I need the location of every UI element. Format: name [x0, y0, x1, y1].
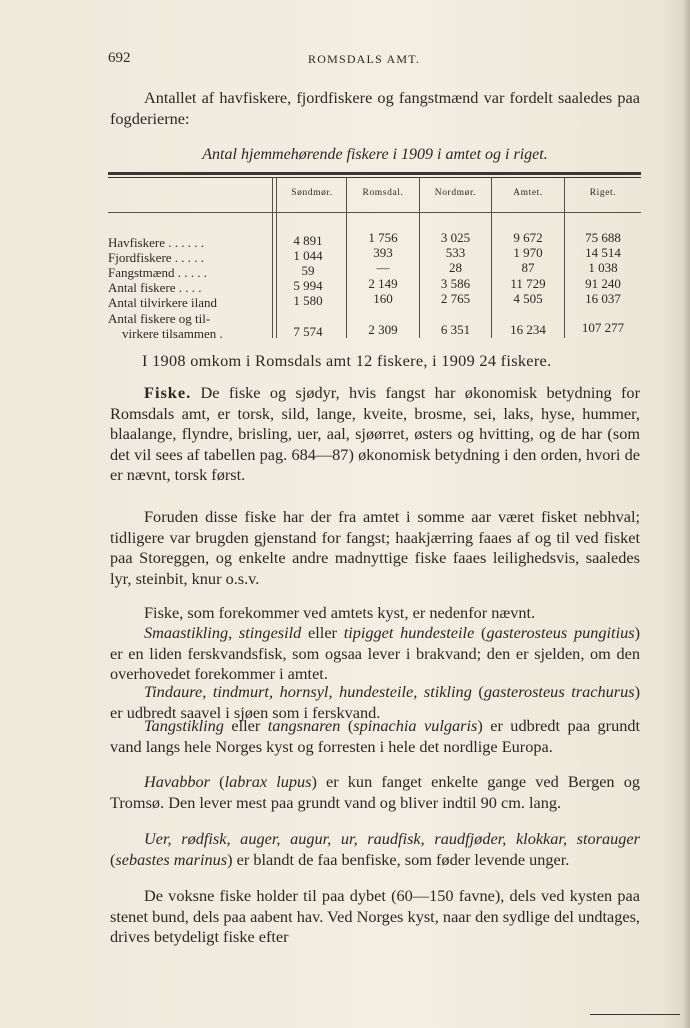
table-cell: 2 765: [440, 291, 471, 306]
column-header: Amtet.: [513, 188, 543, 198]
table-row-label: Antal fiskere og til-: [108, 311, 211, 326]
species-name: Smaastikling, stingesild: [144, 623, 302, 642]
table-cell: 3 586: [440, 276, 471, 291]
table-cell: 16 234: [510, 322, 546, 337]
table-cell: 1 970: [513, 245, 543, 260]
table-row-label: Fjordfiskere . . . . .: [108, 250, 205, 265]
paragraph: De voksne fiske holder til paa dybet (60—150 favne), dels ved kysten paa stenet bund, dels paa aabent hav. Ved Norges kyst, naar den sydlige del undtages, drives betydeligt fiske efter: [110, 886, 640, 946]
paragraph-smaastikling: [110, 623, 640, 685]
paragraph-uer: [110, 829, 640, 870]
species-name: Tindaure, tindmurt, hornsyl, hundesteile, stikling: [144, 682, 472, 701]
table-top-rule-thin: [108, 177, 641, 178]
table-cell: 11 729: [510, 276, 546, 291]
table-header-rule: [108, 212, 641, 213]
paragraph: Fiske, som forekommer ved amtets kyst, er nedenfor nævnt.: [144, 603, 536, 622]
table-cell: 14 514: [585, 245, 621, 260]
species-name: Havabbor: [144, 772, 211, 791]
table-cell: 9 672: [513, 230, 543, 245]
latin-name: spinachia vulgaris: [353, 716, 478, 735]
latin-name: gasterosteus pungitius: [486, 623, 635, 642]
table-cell: 1 580: [293, 293, 323, 308]
table-cell: 4 505: [513, 291, 543, 306]
table-cell: 16 037: [585, 291, 621, 306]
table-cell: 7 574: [293, 324, 323, 339]
latin-name: gasterosteus trachurus: [483, 682, 635, 701]
table-cell: 87: [521, 260, 535, 275]
text: (: [474, 623, 487, 642]
table-cell: 91 240: [585, 276, 621, 291]
column-header: Romsdal.: [362, 188, 404, 198]
text: (: [110, 849, 116, 869]
table-cell: 4 891: [293, 233, 323, 248]
text: eller: [223, 716, 268, 735]
table-cell: 28: [449, 260, 462, 275]
section-heading: Fiske.: [144, 383, 192, 402]
text: ) er udbredt paa grundt vand langs hele Norges kyst og forresten i hele det nordlige Europa.: [110, 716, 641, 756]
latin-name: labrax lupus: [224, 772, 312, 791]
paragraph-text: De fiske og sjødyr, hvis fangst har økonomisk betydning for Romsdals amt, er torsk, sild, lange, kveite, brosme, sei, laks, hyse, hummer, blaalange, flyndre, brisling, uer, aal, sjøørret, østers og hvitting, og de har (som det vil sees af tabellen pag. 684—87) økonomisk betydning i den orden, hvori de er nævnt, torsk først.: [110, 383, 640, 484]
text: (: [210, 772, 225, 791]
paragraph-fiske: [110, 383, 640, 486]
species-name: tipigget hundesteile: [343, 623, 475, 642]
table-row-label: Antal fiskere . . . .: [108, 280, 202, 295]
species-name: Tangstikling: [144, 716, 224, 735]
text: ) er kun fanget enkelte gange ved Bergen og Tromsø. Den lever mest paa grundt vand og bliver indtil 90 cm. lang.: [110, 772, 640, 812]
paragraph-havabbor: [110, 772, 640, 813]
running-header: [108, 50, 640, 70]
paragraph-tangstikling: [110, 716, 640, 757]
species-name: tangsnaren: [267, 716, 341, 735]
table-cell: 6 351: [440, 322, 471, 337]
paragraph: Foruden disse fiske har der fra amtet i somme aar været fisket nebhval; tidligere var brugden gjenstand for fangst; haakjærring faaes af og til ved fisket paa Storeggen, og enkelte andre madnyttige fiske faaes leilighedsvis, saaledes lyr, steinbit, knur o.s.v.: [110, 507, 640, 588]
table-row-label: Antal tilvirkere iland: [108, 295, 218, 310]
table-row-label: Fangstmænd . . . . .: [108, 265, 207, 280]
page-number: 692: [108, 50, 131, 66]
column-header: Søndmør.: [291, 188, 333, 198]
species-name: Uer, rødfisk, auger, augur, ur, raudfisk, raudfjøder, klokkar, storauger: [144, 829, 640, 848]
table-cell: 2 309: [368, 322, 398, 337]
text: ) er udbredt saavel i sjøen som i ferskvand.: [110, 682, 640, 722]
latin-name: sebastes marinus: [115, 849, 228, 869]
table-row-label-cont: virkere tilsammen .: [122, 326, 223, 341]
text: ) er blandt de faa benfiske, som føder levende unger.: [227, 849, 570, 869]
table-cell: 5 994: [293, 278, 323, 293]
running-title: ROMSDALS AMT.: [308, 52, 421, 66]
table-cell: —: [376, 260, 390, 275]
text: ) er en liden ferskvandsfisk, som ogsaa lever i brakvand; den er sjelden, om den overhovedet forekommer i amtet.: [110, 623, 640, 683]
table-row-label: Havfiskere . . . . . .: [108, 235, 205, 250]
intro-paragraph: Antallet af havfiskere, fjordfiskere og fangstmænd var fordelt saaledes paa fogderierne:: [110, 88, 640, 128]
table-cell: 1 038: [588, 260, 618, 275]
footer-rule: [590, 1014, 680, 1015]
summary-line: I 1908 omkom i Romsdals amt 12 fiskere, i 1909 24 fiskere.: [142, 351, 552, 370]
table-cell: 1 756: [368, 230, 398, 245]
table-divider: [272, 178, 273, 338]
text: (: [340, 716, 354, 735]
table-cell: 1 044: [293, 248, 323, 263]
table-cell: 75 688: [585, 230, 621, 245]
table-cell: 160: [373, 291, 393, 306]
table-top-rule: [108, 172, 641, 175]
table-caption: Antal hjemmehørende fiskere i 1909 i amtet og i riget.: [202, 146, 548, 163]
table-cell: 2 149: [368, 276, 398, 291]
table-divider: [276, 178, 277, 338]
table-cell: 59: [301, 263, 315, 278]
table-cell: 393: [373, 245, 393, 260]
column-header: Nordmør.: [434, 188, 477, 198]
page-edge-shadow: [682, 0, 690, 1028]
column-header: Riget.: [589, 188, 617, 198]
table-cell: 3 025: [440, 230, 471, 245]
table-cell: 533: [445, 245, 466, 260]
text: (: [471, 682, 484, 701]
table-cell: 107 277: [581, 320, 625, 335]
text: eller: [301, 623, 344, 642]
